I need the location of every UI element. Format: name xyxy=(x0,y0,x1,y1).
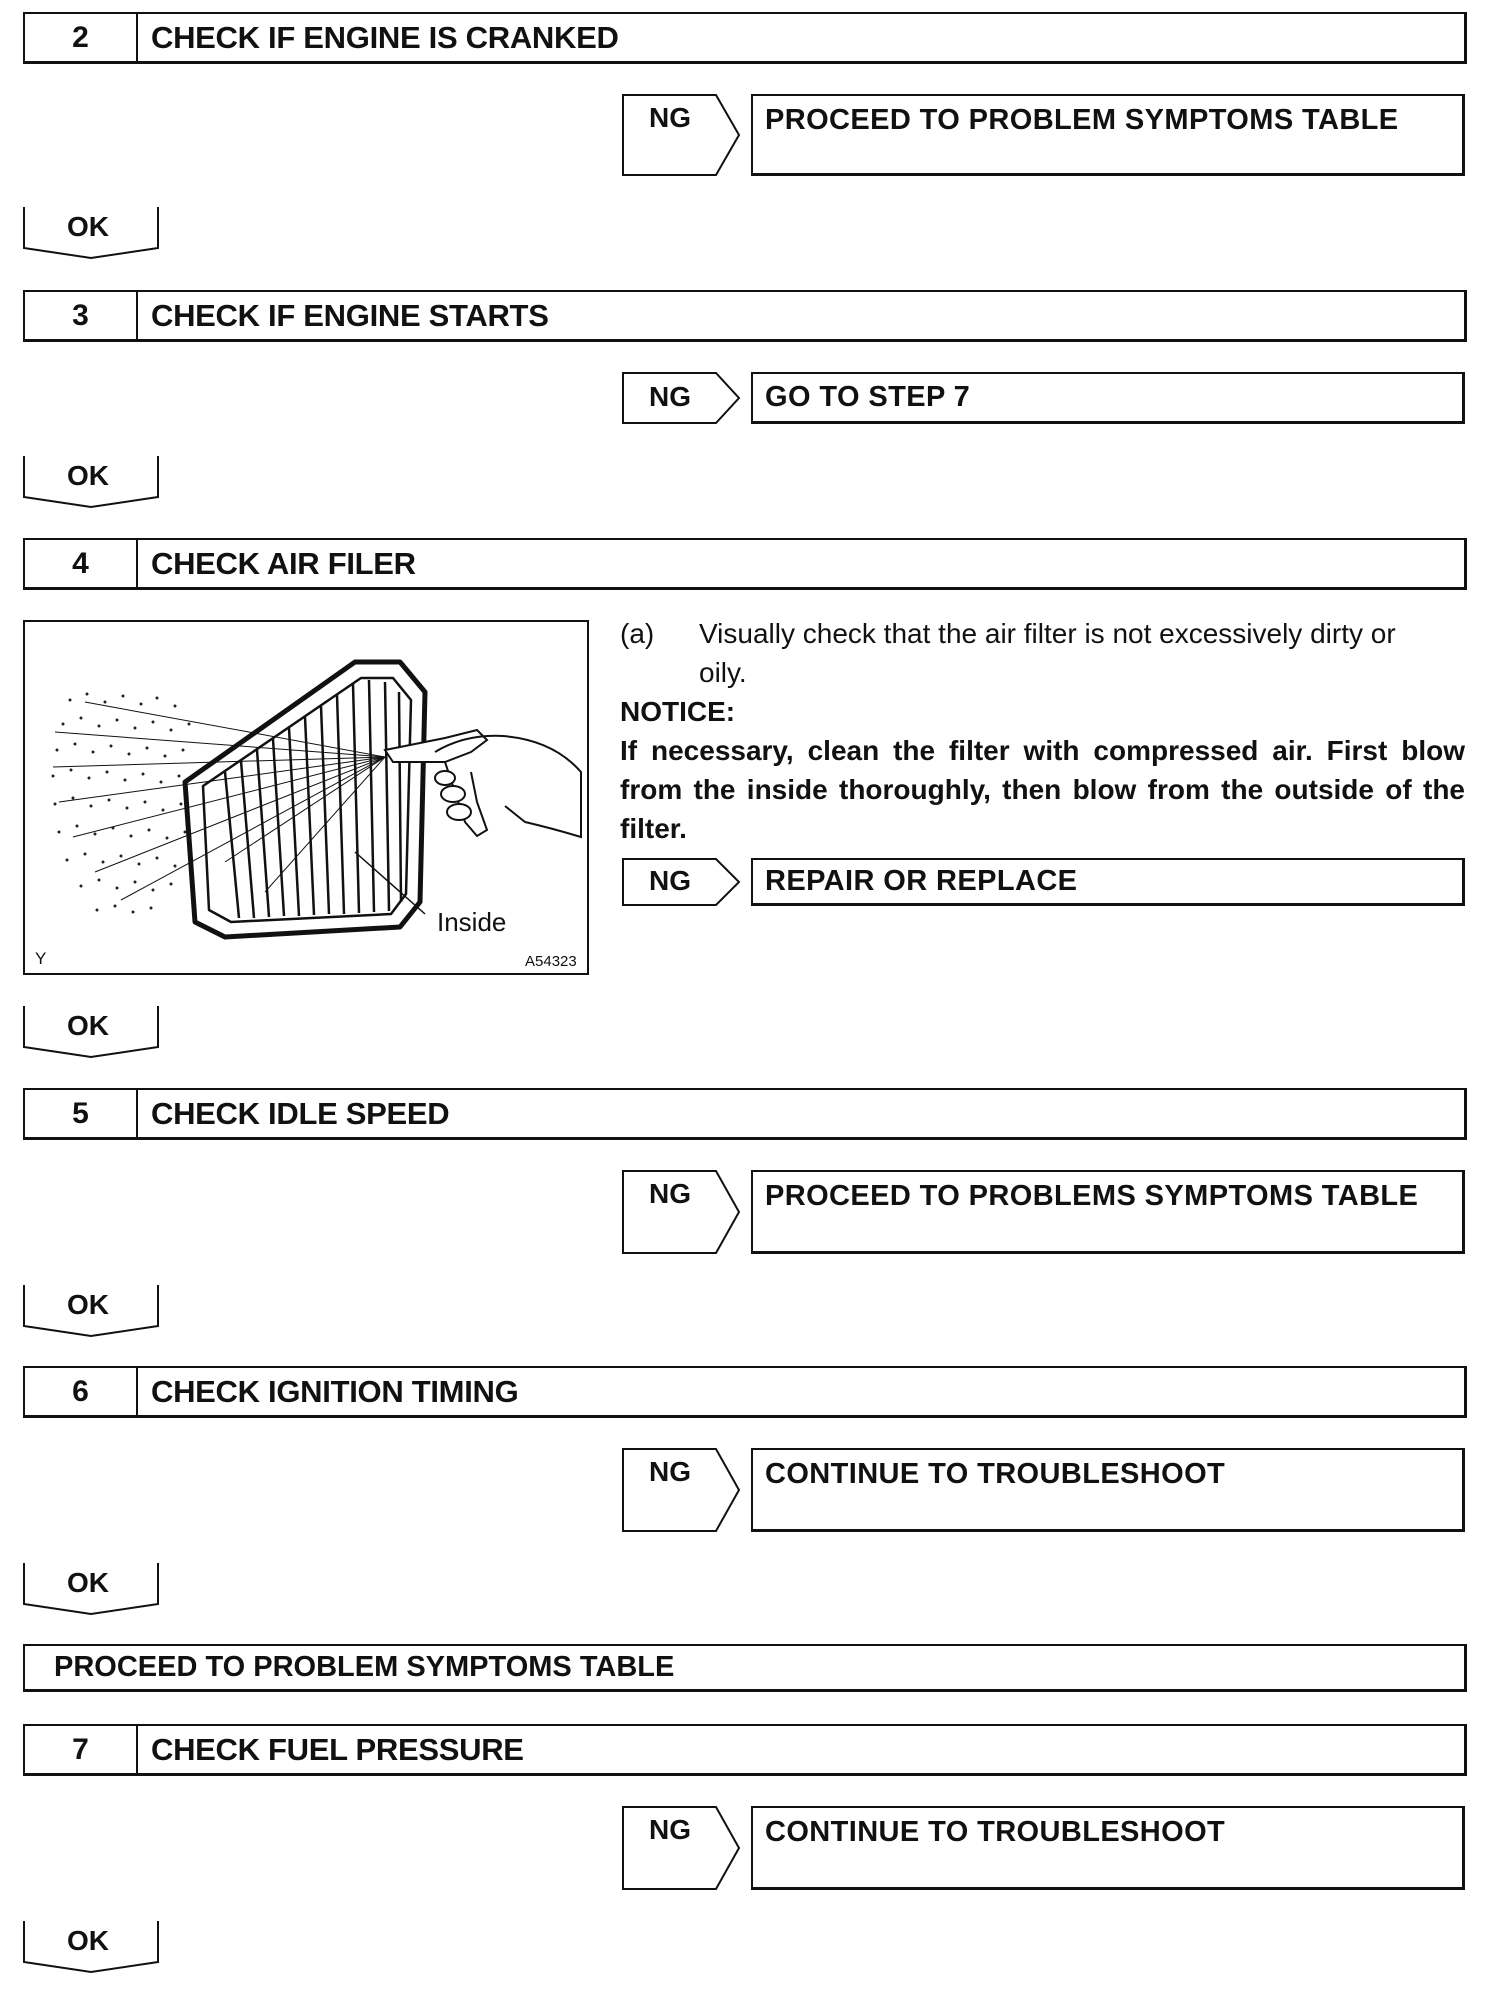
ok-branch-tag xyxy=(23,1284,161,1340)
ok-branch-tag xyxy=(23,1920,161,1976)
step-3-header xyxy=(23,290,1467,342)
ng-result-box: CONTINUE TO TROUBLESHOOT xyxy=(751,1806,1465,1890)
proceed-row: PROCEED TO PROBLEM SYMPTOMS TABLE xyxy=(23,1644,1467,1692)
figure-corner-mark: Y xyxy=(35,949,47,968)
ng-branch-tag xyxy=(622,94,740,176)
step-title: CHECK IF ENGINE IS CRANKED xyxy=(151,19,619,55)
step-title: CHECK IDLE SPEED xyxy=(151,1095,450,1131)
ng-label: NG xyxy=(649,1178,691,1209)
ng-result-box: PROCEED TO PROBLEMS SYMPTOMS TABLE xyxy=(751,1170,1465,1254)
ng-result-box: CONTINUE TO TROUBLESHOOT xyxy=(751,1448,1465,1532)
item-label: (a) xyxy=(620,618,655,649)
figure-code: A54323 xyxy=(525,953,577,970)
ok-label: OK xyxy=(67,1289,109,1320)
ng-result-box: PROCEED TO PROBLEM SYMPTOMS TABLE xyxy=(751,94,1465,176)
ng-result-box: REPAIR OR REPLACE xyxy=(751,858,1465,906)
ng-branch-tag xyxy=(622,1170,740,1254)
notice-text: If necessary, clean the filter with compressed air. First blow from the inside thoroughly, then blow from the outside of the filter. xyxy=(620,735,1465,844)
ng-label: NG xyxy=(649,381,691,412)
notice-heading: NOTICE: xyxy=(620,696,736,727)
ok-label: OK xyxy=(67,460,109,491)
step-number: 3 xyxy=(25,292,138,339)
step-number: 7 xyxy=(25,1726,138,1773)
step-number: 5 xyxy=(25,1090,138,1137)
ok-branch-tag xyxy=(23,455,161,511)
step-5-header xyxy=(23,1088,1467,1140)
ng-result-box: GO TO STEP 7 xyxy=(751,372,1465,424)
ok-branch-tag xyxy=(23,206,161,262)
ng-label: NG xyxy=(649,865,691,896)
ng-branch-tag xyxy=(622,372,740,424)
ok-label: OK xyxy=(67,1925,109,1956)
step-number: 2 xyxy=(25,14,138,61)
ng-branch-tag xyxy=(622,1806,740,1890)
ok-label: OK xyxy=(67,1567,109,1598)
ng-branch-tag xyxy=(622,858,740,906)
step-number: 4 xyxy=(25,540,138,587)
step-title: CHECK IGNITION TIMING xyxy=(151,1373,519,1409)
item-text xyxy=(699,614,1479,692)
item-text-line-2: oily. xyxy=(699,657,747,688)
air-filter-figure xyxy=(23,620,589,975)
step-number: 6 xyxy=(25,1368,138,1415)
ok-label: OK xyxy=(67,211,109,242)
ok-label: OK xyxy=(67,1010,109,1041)
step-title: CHECK AIR FILER xyxy=(151,545,416,581)
ng-label: NG xyxy=(649,1456,691,1487)
item-text-line-1: Visually check that the air filter is not excessively dirty or xyxy=(699,618,1396,649)
step-7-header xyxy=(23,1724,1467,1776)
ng-branch-tag xyxy=(622,1448,740,1532)
ok-branch-tag xyxy=(23,1562,161,1618)
ng-label: NG xyxy=(649,102,691,133)
step-6-header xyxy=(23,1366,1467,1418)
ng-label: NG xyxy=(649,1814,691,1845)
step-2-header xyxy=(23,12,1467,64)
figure-callout-inside: Inside xyxy=(437,907,507,937)
ok-branch-tag xyxy=(23,1005,161,1061)
step-title: CHECK IF ENGINE STARTS xyxy=(151,297,549,333)
step-4-header xyxy=(23,538,1467,590)
step-title: CHECK FUEL PRESSURE xyxy=(151,1731,524,1767)
